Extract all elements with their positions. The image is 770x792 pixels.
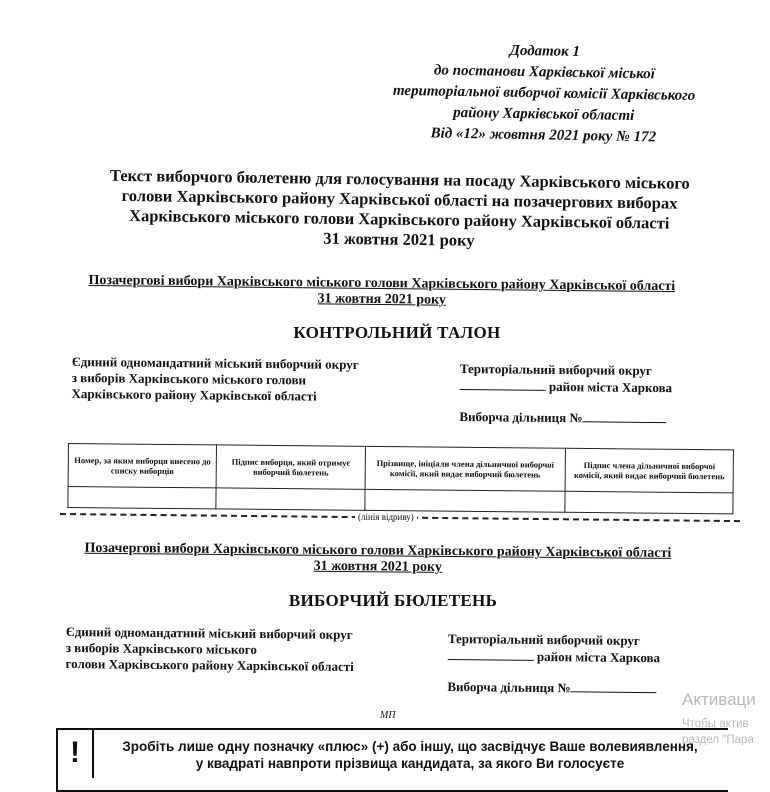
district-line: голови Харківського району Харківської області (65, 655, 354, 675)
talon-col-member-name: Прізвище, ініціали члена дільничної виборчої комісії, який видає виборчий бюлетень (365, 446, 566, 491)
instruction-text (100, 738, 720, 772)
talon-cell (216, 488, 365, 510)
title-line: 31 жовтня 2021 року (323, 228, 475, 250)
talon-header-line: Позачергові вибори Харківського міського голови Харківського району Харківської області (88, 272, 676, 295)
talon-territorial-block (459, 360, 672, 427)
tear-line-label: (лінія відриву) (355, 512, 417, 522)
precinct-blank (583, 409, 667, 423)
talon-title: КОНТРОЛЬНИЙ ТАЛОН (293, 323, 501, 342)
ballot-territorial-block (447, 630, 660, 697)
district-line: Харківського району Харківської області (71, 385, 317, 404)
territorial-blank (448, 647, 534, 661)
document-title (59, 165, 740, 254)
ballot-title: ВИБОРЧИЙ БЮЛЕТЕНЬ (288, 591, 498, 610)
instruction-box (56, 728, 728, 792)
precinct-blank (571, 679, 657, 693)
activation-watermark (682, 690, 756, 748)
talon-election-header (0, 272, 767, 312)
appendix-line: до постанови Харківської міської (433, 62, 655, 83)
watermark-line: Чтобы актив (682, 718, 749, 730)
ballot-election-header (0, 540, 763, 579)
watermark-line: Активаци (682, 690, 756, 709)
talon-col-voter-number: Номер, за яким виборця внесено до списку виборців (68, 444, 217, 488)
talon-col-voter-signature: Підпис виборця, який отримує виборчий бюлетень (216, 445, 365, 489)
territorial-suffix: район міста Харкова (548, 378, 673, 396)
title-line: голови Харківського району Харківської області на позачергових виборах (121, 185, 678, 213)
ballot-header-line: Позачергові вибори Харківського міського голови Харківського району Харківської області (84, 540, 672, 561)
appendix-line: Від «12» жовтня 2021 року № 172 (430, 125, 657, 146)
ballot-header-line: 31 жовтня 2021 року (313, 558, 443, 575)
district-line: Єдиний одномандатний міський виборчий округ (65, 624, 353, 643)
title-line: Текст виборчого бюлетеню для голосування на посаду Харківського міського (109, 165, 690, 193)
stamp-label: МП (380, 710, 396, 721)
instruction-line: у квадраті навпроти прізвища кандидата, за якого Ви голосуєте (195, 756, 625, 771)
talon-table (67, 443, 734, 514)
precinct-label: Виборча дільниця № (447, 678, 571, 696)
district-line: з виборів Харківського міського (65, 639, 257, 657)
watermark-line: раздел "Пара (682, 734, 754, 746)
talon-cell (565, 491, 733, 514)
territorial-label: Територіальний виборчий округ (459, 360, 652, 379)
exclamation-icon: ! (58, 730, 94, 778)
territorial-blank (460, 377, 546, 391)
territorial-label: Територіальний виборчий округ (447, 630, 640, 649)
appendix-block (348, 38, 740, 150)
appendix-line: району Харківської області (453, 104, 635, 124)
instruction-line: Зробіть лише одну позначку «плюс» (+) або іншу, що засвідчує Ваше волевиявлення, (122, 739, 698, 754)
talon-cell (68, 487, 217, 509)
district-line: Єдиний одномандатний міський виборчий округ (71, 354, 359, 373)
territorial-suffix: район міста Харкова (536, 648, 661, 666)
title-line: Харківського міського голови Харківського району Харківської області (128, 205, 670, 233)
appendix-line: територіальної виборчої комісії Харківського (392, 82, 696, 105)
precinct-label: Виборча дільниця № (459, 408, 583, 426)
ballot-district-block (65, 624, 354, 675)
appendix-line: Додаток 1 (509, 42, 581, 61)
talon-district-block (71, 354, 358, 405)
district-line: з виборів Харківського міського голови (71, 369, 307, 388)
talon-cell (365, 489, 566, 512)
talon-header-line: 31 жовтня 2021 року (317, 291, 446, 308)
talon-col-member-signature: Підпис члена дільничної виборчої комісії, який видає виборчий бюлетень (565, 448, 733, 493)
